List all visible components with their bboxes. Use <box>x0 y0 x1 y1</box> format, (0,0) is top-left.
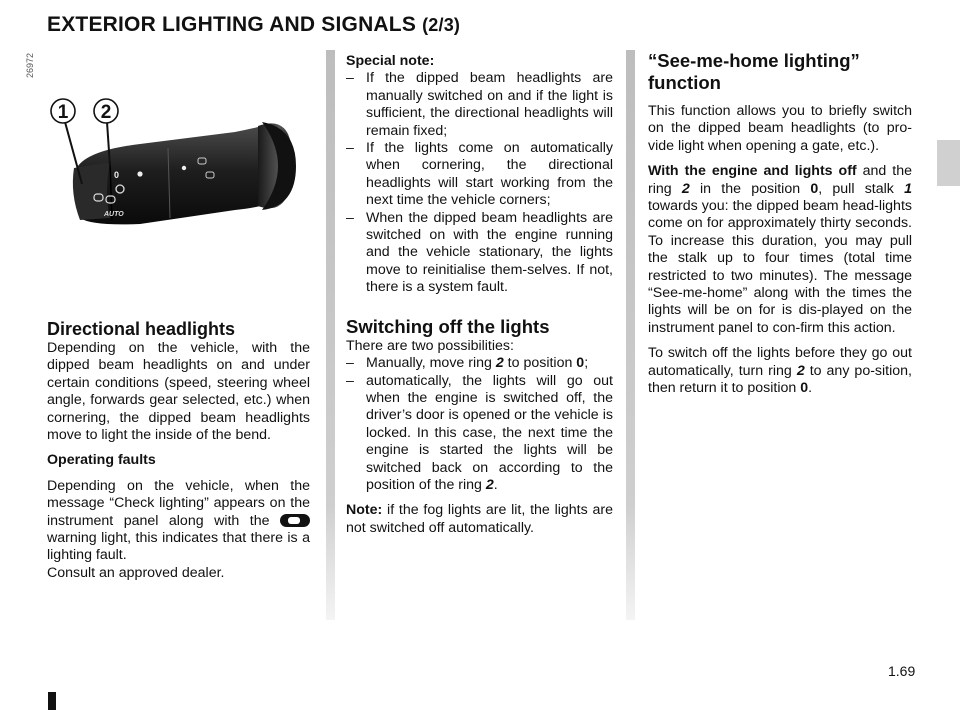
see-me-home-section <box>648 50 912 398</box>
stalk-mark-auto: AUTO <box>104 211 124 218</box>
title-text: EXTERIOR LIGHTING AND SIGNALS <box>47 13 417 36</box>
operating-faults-text <box>47 478 310 565</box>
callout-2: 2 <box>100 102 112 123</box>
page-number: 1.69 <box>888 663 916 679</box>
directional-headlights-text: Depending on the vehicle, with the dipped beam headlights on and under certain conditions (speed, steering wheel angle, forwards gear selected, etc.) when cornering, the dipped beam headlights move to light the inside of the bend. <box>47 340 310 444</box>
special-note-label: Special note: <box>346 53 435 69</box>
special-note-item: – If the lights come on automatically when cornering, the directional headlights will start working from the next time the vehicle corners; <box>346 140 613 209</box>
switching-off-intro: There are two possibilities: <box>346 337 514 354</box>
edge-marker <box>48 692 56 710</box>
operating-faults-heading: Operating faults <box>47 452 156 469</box>
see-me-home-instructions: With the engine and lights off and the ring 2 in the position 0, pull stalk 1 towards you: the dipped beam head-lights come on for approximately thirty seconds. To increase this duration, you may pull the stalk up to four times (total time restricted to two minutes). The message “See-me-home” along with the times the lights will be on for is dis-played on the instrument panel to con-firm this action. <box>648 163 913 336</box>
directional-headlights-heading: Directional headlights <box>47 319 236 339</box>
section-tab <box>937 140 960 186</box>
column-divider <box>326 50 335 620</box>
operating-faults-text-a: Depending on the vehicle, when the message “Check lighting” appears on the instrument panel along with the <box>47 477 310 529</box>
switching-off-item-manual: – Manually, move ring 2 to position 0; <box>346 355 589 372</box>
lighting-fault-warning-icon <box>280 514 310 527</box>
lighting-stalk-figure <box>30 48 320 280</box>
lighting-stalk-illustration <box>30 48 320 280</box>
stalk-mark-zero: 0 <box>114 170 120 180</box>
figure-code: 26972 <box>25 52 35 78</box>
fog-lights-note: Note: if the fog lights are lit, the lights are not switched off automatically. <box>346 502 613 536</box>
operating-faults-text-b: warning light, this indicates that there is a lighting fault. <box>47 530 310 564</box>
special-note-item: – When the dipped beam headlights are switched on with the engine running and the vehicle stationary, the lights move to reinitialise them-selves. If not, there is a system fault. <box>346 209 613 296</box>
column-divider <box>626 50 635 620</box>
page-title <box>47 13 460 37</box>
switching-off-item-auto: – automatically, the lights will go out when the engine is switched off, the driver’s door is opened or the vehicle is locked. In this case, the next time the engine is started the lights will be switched back on according to the position of the ring 2. <box>346 372 613 493</box>
special-note-section <box>346 53 613 537</box>
special-note-item: – If the dipped beam headlights are manually switched on and if the light is sufficient, the directional headlights will remain fixed; <box>346 70 613 139</box>
see-me-home-intro: This function allows you to briefly switch on the dipped beam headlights (to pro-vide light when opening a gate, etc.). <box>648 103 912 154</box>
see-me-home-heading: “See-me-home lighting” function <box>648 50 860 93</box>
directional-headlights-section <box>47 318 310 582</box>
see-me-home-switch-off: To switch off the lights before they go out automatically, turn ring 2 to any po-sition, then return it to position 0. <box>648 345 912 397</box>
switching-off-heading: Switching off the lights <box>346 315 550 337</box>
title-part: (2/3) <box>422 15 461 35</box>
consult-dealer-text: Consult an approved dealer. <box>47 564 225 581</box>
callout-1: 1 <box>57 102 69 123</box>
